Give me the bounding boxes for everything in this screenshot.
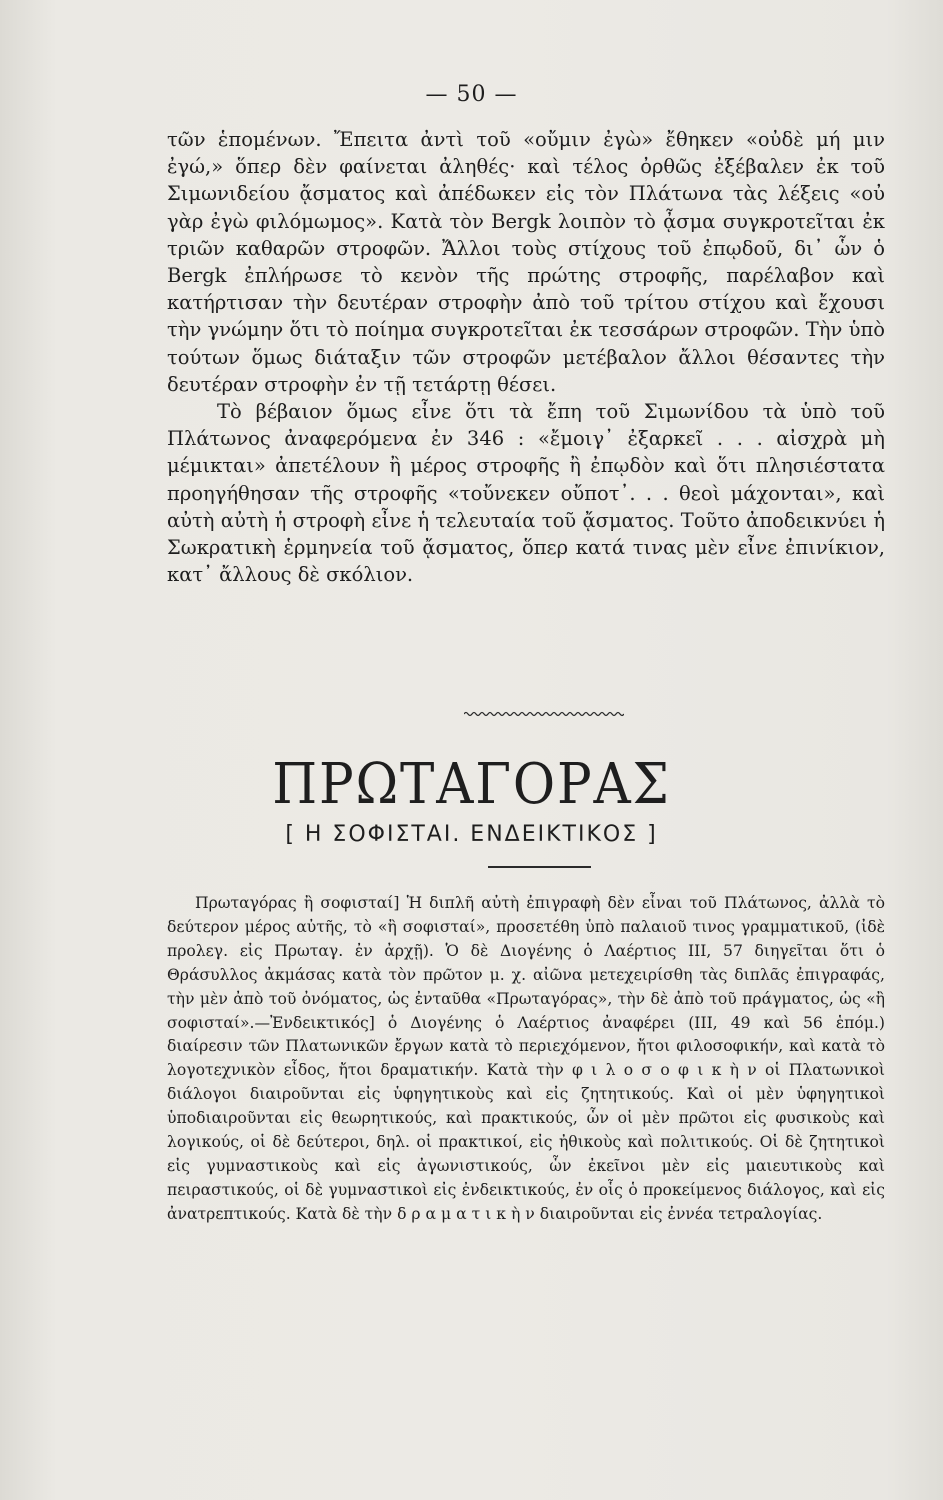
heading-rule: [488, 866, 591, 868]
wavy-divider: [464, 710, 624, 718]
note-paragraph: Πρωταγόρας ἢ σοφισταί] Ἡ διπλῆ αὐτὴ ἐπιγραφὴ δὲν εἶναι τοῦ Πλάτωνος, ἀλλὰ τὸ δεύτερον μέρος αὐτῆς, τὸ «ἢ σοφισταί», προσετέθη ὑπὸ παλαιοῦ τινος γραμματικοῦ, (ἰδὲ προλεγ. εἰς Πρωταγ. ἐν ἀρχῇ). Ὁ δὲ Διογένης ὁ Λαέρτιος III, 57 διηγεῖται ὅτι ὁ Θράσυλλος ἀκμάσας κατὰ τὸν πρῶτον μ. χ. αἰῶνα μετεχειρίσθη τὰς διπλᾶς ἐπιγραφάς, τὴν μὲν ἀπὸ τοῦ ὀνόματος, ὡς ἐνταῦθα «Πρωταγόρας», τὴν δὲ ἀπὸ τοῦ πράγματος, ὡς «ἢ σοφισταί».—Ἐνδεικτικός] ὁ Διογένης ὁ Λαέρτιος ἀναφέρει (III, 49 καὶ 56 ἑπόμ.) διαίρεσιν τῶν Πλατωνικῶν ἔργων κατὰ τὸ περιεχόμενον, ἤτοι φιλοσοφικήν, καὶ κατὰ τὸ λογοτεχνικὸν εἶδος, ἤτοι δραματικήν. Κατὰ τὴν φ ι λ ο σ ο φ ι κ ὴ ν οἱ Πλατωνικοὶ διάλογοι διαιροῦνται εἰς ὑφηγητικοὺς καὶ εἰς ζητητικούς. Καὶ οἱ μὲν ὑφηγητικοὶ ὑποδιαιροῦνται εἰς θεωρητικούς, καὶ πρακτικούς, ὧν οἱ μὲν πρῶτοι εἰς φυσικοὺς καὶ λογικούς, οἱ δὲ δεύτεροι, δηλ. οἱ πρακτικοί, εἰς ἠθικοὺς καὶ πολιτικούς. Οἱ δὲ ζητητικοὶ εἰς γυμναστικοὺς καὶ εἰς ἀγωνιστικούς, ὧν ἐκεῖνοι μὲν εἰς μαιευτικοὺς καὶ πειραστικούς, οἱ δὲ γυμναστικοὶ εἰς ἐνδεικτικούς, ἐν οἷς ὁ προκείμενος διάλογος, καὶ εἰς ἀνατρεπτικούς. Κατὰ δὲ τὴν δ ρ α μ α τ ι κ ὴ ν διαιροῦνται εἰς ἐννέα τετραλογίας.: [167, 894, 885, 1223]
body-paragraph-1: τῶν ἑπομένων. Ἔπειτα ἀντὶ τοῦ «οὔμιν ἐγὼ» ἔθηκεν «οὐδὲ μή μιν ἐγώ,» ὅπερ δὲν φαίνεται ἀληθές· καὶ τέλος ὀρθῶς ἐξέβαλεν ἐκ τοῦ Σιμωνιδείου ᾄσματος καὶ ἀπέδωκεν εἰς τὸν Πλάτωνα τὰς λέξεις «οὐ γὰρ ἐγὼ φιλόμωμος». Κατὰ τὸν Bergk λοιπὸν τὸ ᾆσμα συγκροτεῖται ἐκ τριῶν καθαρῶν στροφῶν. Ἄλλοι τοὺς στίχους τοῦ ἐπῳδοῦ, δι᾿ ὧν ὁ Bergk ἐπλήρωσε τὸ κενὸν τῆς πρώτης στροφῆς, παρέλαβον καὶ κατήρτισαν τὴν δευτέραν στροφὴν ἀπὸ τοῦ τρίτου στίχου καὶ ἔχουσι τὴν γνώμην ὅτι τὸ ποίημα συγκροτεῖται ἐκ τεσσάρων στροφῶν. Τὴν ὑπὸ τούτων ὅμως διάταξιν τῶν στροφῶν μετέβαλον ἄλλοι θέσαντες τὴν δευτέραν στροφὴν ἐν τῇ τετάρτῃ θέσει.: [167, 128, 885, 396]
body-paragraph-2: Τὸ βέβαιον ὅμως εἶνε ὅτι τὰ ἔπη τοῦ Σιμωνίδου τὰ ὑπὸ τοῦ Πλάτωνος ἀναφερόμενα ἐν 346 : «ἔμοιγ᾿ ἐξαρκεῖ . . . αἰσχρὰ μὴ μέμικται» ἀπετέλουν ἢ μέρος στροφῆς ἢ ἐπῳδὸν καὶ ὅτι πλησιέστατα προηγήθησαν τῆς στροφῆς «τοὔνεκεν οὔποτ᾿. . . θεοὶ μάχονται», καὶ αὐτὴ αὐτὴ ἡ στροφὴ εἶνε ἡ τελευταία τοῦ ᾄσματος. Τοῦτο ἀποδεικνύει ἡ Σωκρατικὴ ἑρμηνεία τοῦ ᾄσματος, ὅπερ κατά τινας μὲν εἶνε ἐπινίκιον, κατ᾿ ἄλλους δὲ σκόλιον.: [167, 400, 885, 587]
chapter-title: ΠΡΩΤΑΓΟΡΑΣ: [272, 752, 671, 817]
body-text: [167, 126, 885, 588]
chapter-subtitle: [ Η ΣΟΦΙΣΤΑΙ. ΕΝΔΕΙΚΤΙΚΟΣ ]: [285, 822, 658, 847]
commentary-note: [167, 892, 885, 1227]
page-number: — 50 —: [425, 82, 518, 107]
